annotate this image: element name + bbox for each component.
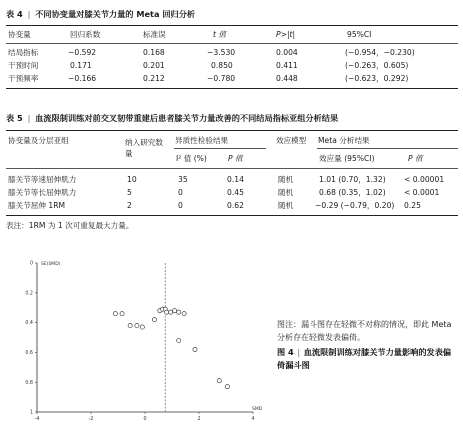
figure4-caption-num: 图 4 — [277, 347, 294, 357]
study-point — [177, 310, 181, 314]
table4-cell: 0.004 — [276, 48, 298, 57]
table4-header-se: 标准误 — [143, 30, 166, 39]
x-tick-label: 2 — [197, 417, 201, 422]
table5-cell: 随机 — [278, 201, 294, 210]
study-point — [193, 347, 197, 351]
table5-header-rule — [6, 168, 458, 169]
table4-caption-num: 表 4 — [6, 9, 23, 19]
table4-header-coef: 回归系数 — [70, 30, 101, 39]
table5-caption — [6, 113, 338, 124]
plot-axes — [37, 263, 253, 412]
table5-caption-text: 血流限制训练对前交叉韧带重建后患者膝关节力量改善的不同结局指标亚组分析结果 — [35, 113, 339, 123]
table5-cell: 0 — [178, 188, 183, 197]
x-tick-label: 0 — [143, 417, 147, 422]
table5-header-covariate: 协变量及分层亚组 — [8, 136, 69, 145]
table5-header-hetero: 异质性检验结果 — [175, 136, 229, 145]
caption-separator: | — [27, 9, 31, 19]
table5-cell: 10 — [127, 175, 137, 184]
x-axis-label: SMD — [252, 407, 263, 412]
study-point — [140, 325, 144, 329]
y-ticks — [25, 261, 37, 416]
table5-cell: 随机 — [278, 175, 294, 184]
table4-caption-text: 不同协变量对膝关节力量的 Meta 回归分析 — [35, 9, 196, 19]
table4-cell: −3.530 — [207, 48, 236, 57]
study-point — [135, 323, 139, 327]
caption-separator: | — [27, 113, 31, 123]
table5-top-rule — [6, 130, 458, 131]
table5-cell: 1.01 (0.70，1.32) — [319, 175, 386, 184]
table4-cell: 0.212 — [143, 74, 165, 83]
study-point — [217, 379, 221, 383]
study-point — [182, 312, 186, 316]
study-point — [225, 385, 229, 389]
study-point — [120, 312, 124, 316]
figure4-caption — [277, 346, 459, 372]
table5-cell: −0.29 (−0.79，0.20) — [315, 201, 395, 210]
table5-cell: 5 — [127, 188, 132, 197]
table5-header-effect: 效应量 (95%CI) — [319, 154, 375, 163]
study-point — [165, 310, 169, 314]
meta-group-rule — [317, 148, 458, 149]
y-tick-label: 0.8 — [25, 380, 33, 386]
table4-cell: 0.411 — [276, 61, 298, 70]
study-point — [128, 323, 132, 327]
table5-cell: 膝关节屈伸 1RM — [8, 201, 66, 210]
table5-header-meta: Meta 分析结果 — [318, 136, 370, 145]
figure4-note: 图注：漏斗图存在轻微不对称的情况，即此 Meta 分析存在轻微发表偏倚。 — [277, 320, 452, 342]
table4-bottom-rule — [6, 88, 458, 89]
table5-cell: < 0.0001 — [404, 188, 440, 197]
table5-cell: 0 — [178, 201, 183, 210]
table5-cell: 35 — [178, 175, 188, 184]
table4-cell: (−0.954，−0.230) — [345, 48, 415, 57]
x-ticks — [35, 412, 255, 422]
table5-cell: 0.45 — [227, 188, 244, 197]
table4-cell: 干预频率 — [8, 74, 39, 83]
table5-cell: 0.25 — [404, 201, 421, 210]
table4-cell: (−0.623，0.292) — [345, 74, 409, 83]
table4-cell: (−0.263，0.605) — [345, 61, 409, 70]
hetero-group-rule — [174, 148, 266, 149]
table4-top-rule — [6, 25, 458, 26]
x-tick-label: -4 — [34, 417, 40, 422]
table4-cell: 0.168 — [143, 48, 165, 57]
table5-header-model: 效应模型 — [276, 136, 307, 145]
x-tick-label: 4 — [251, 417, 255, 422]
y-axis-label: SE(SMD) — [41, 262, 61, 267]
table5-cell: 0.62 — [227, 201, 244, 210]
table4-cell: −0.166 — [68, 74, 97, 83]
table5-cell: < 0.00001 — [404, 175, 445, 184]
table5-bottom-rule — [6, 215, 458, 216]
study-points — [113, 307, 229, 389]
y-tick-label: 0.6 — [25, 351, 33, 356]
table5-header-count: 纳入研究数量 — [125, 138, 163, 158]
table5-cell: 随机 — [278, 188, 294, 197]
study-point — [173, 309, 177, 313]
table4-cell: 0.850 — [211, 61, 233, 70]
table4-cell: −0.780 — [207, 74, 236, 83]
table4-cell: −0.592 — [68, 48, 97, 57]
study-point — [152, 318, 156, 322]
table4-cell: 0.448 — [276, 74, 298, 83]
table4-cell: 结局指标 — [8, 48, 39, 57]
y-tick-label: 0 — [29, 261, 33, 267]
table5-header-i2: I² 值 (%) — [176, 154, 207, 163]
table5-cell: 膝关节等速屈伸肌力 — [8, 175, 77, 184]
funnel-plot — [0, 255, 270, 435]
table5-header-p1: P 值 — [228, 154, 243, 163]
table5-cell: 0.14 — [227, 175, 244, 184]
table4-cell: 0.201 — [143, 61, 165, 70]
figure4-caption-text: 血流限制训练对膝关节力量影响的发表偏倚漏斗图 — [277, 347, 452, 370]
table4-header-p: P>|t| — [276, 30, 296, 39]
table5-caption-num: 表 5 — [6, 113, 23, 123]
caption-separator: | — [297, 347, 301, 357]
table5-cell: 0.68 (0.35，1.02) — [319, 188, 386, 197]
study-point — [169, 310, 173, 314]
y-tick-label: 0.4 — [25, 321, 33, 327]
table4-header-ci: 95%CI — [347, 30, 372, 39]
study-point — [113, 312, 117, 316]
table4-cell: 干预时间 — [8, 61, 39, 70]
table4-header-covariate: 协变量 — [8, 30, 31, 39]
y-tick-label: 0.2 — [25, 291, 33, 297]
table4-header-t: t 值 — [213, 30, 226, 39]
y-tick-label: 1 — [29, 410, 33, 416]
x-tick-label: -2 — [88, 417, 94, 422]
table5-cell: 膝关节等长屈伸肌力 — [8, 188, 77, 197]
table4-header-rule — [6, 43, 458, 44]
table4-caption — [6, 9, 195, 20]
table5-note: 表注：1RM 为 1 次可重复最大力量。 — [6, 221, 134, 230]
study-point — [177, 338, 181, 342]
table4-cell: 0.171 — [70, 61, 92, 70]
table5-header-p2: P 值 — [408, 154, 423, 163]
table5-cell: 2 — [127, 201, 132, 210]
